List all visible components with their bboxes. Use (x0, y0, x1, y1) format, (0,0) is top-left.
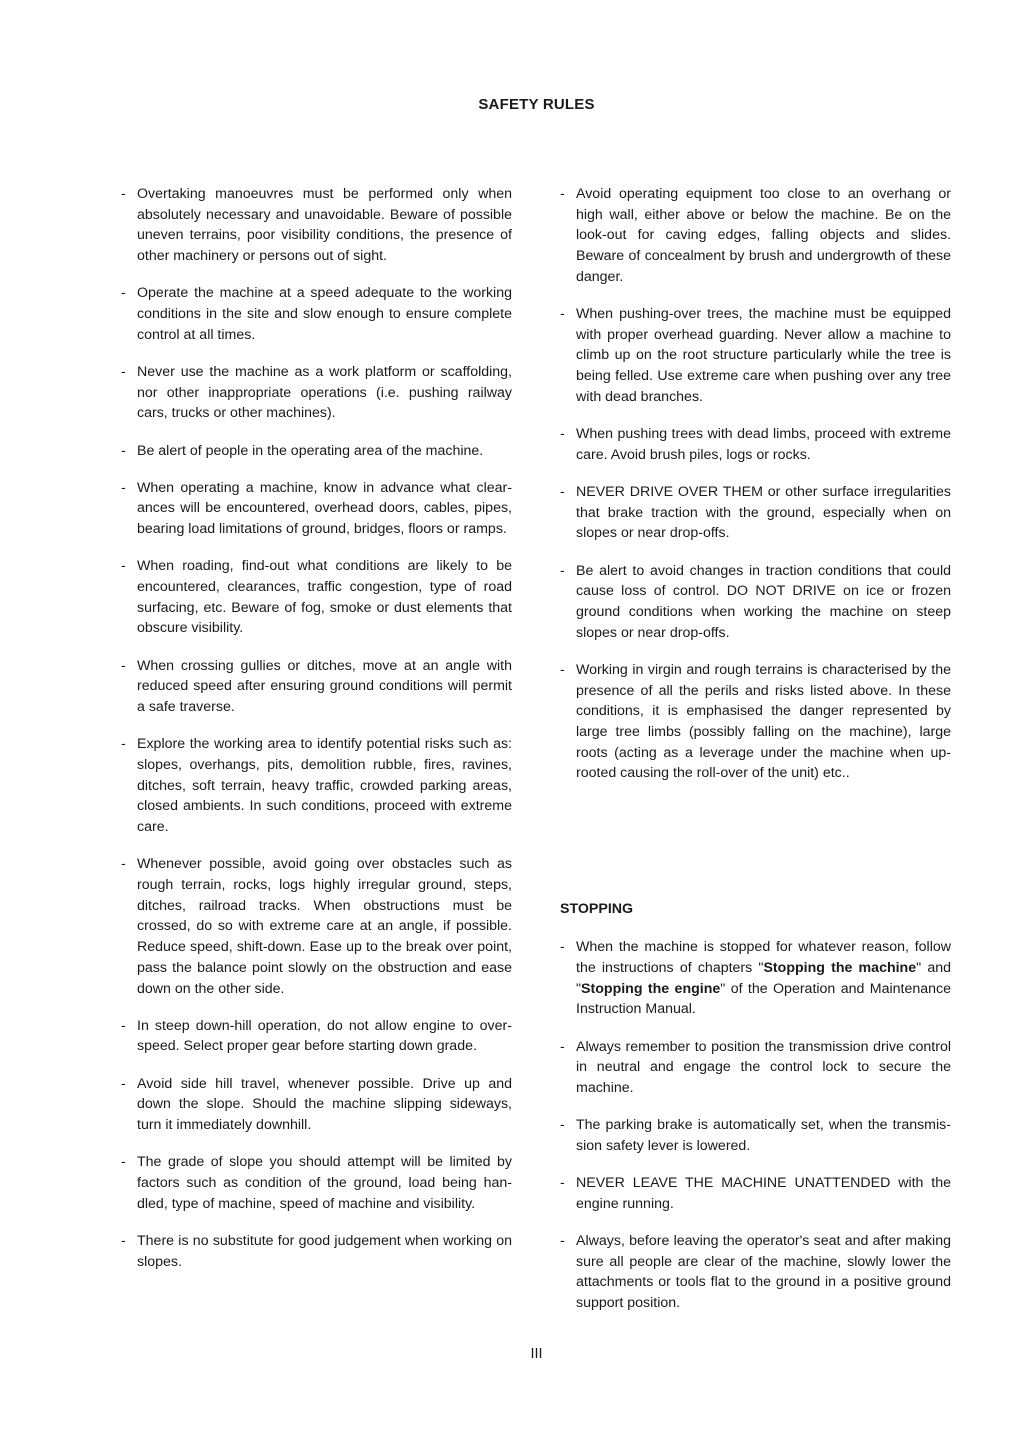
stopping-rules-list (560, 937, 951, 1314)
rule-text: Working in virgin and rough terrains is characterised by the presence of all the perils and risks listed above. In these conditions, it is emphasised the danger represented by large tree limbs (possibly falling on the machine), large roots (acting as a leverage under the machine when uprooted causing the roll-over of the unit) etc.. (576, 661, 951, 782)
rule-text: The parking brake is automatically set, when the transmission safety lever is lowered. (576, 1117, 951, 1154)
rule-item (560, 660, 951, 784)
rule-item (121, 1074, 512, 1136)
rule-item (560, 1173, 951, 1214)
bullet-dash: - (560, 939, 565, 956)
rule-item (560, 424, 951, 465)
rule-text: Be alert of people in the operating area of the machine. (137, 442, 484, 459)
bullet-dash: - (560, 1038, 565, 1055)
left-rules-list (121, 184, 512, 1272)
chapter-ref-stopping-machine: Stopping the machine (763, 959, 917, 976)
bullet-dash: - (560, 1117, 565, 1134)
rule-item (121, 1152, 512, 1214)
rule-text: Operate the machine at a speed adequate to the working conditions in the site and slow enough to ensure complete control at all times. (137, 285, 512, 343)
stopping-section-title: STOPPING (560, 900, 634, 917)
rule-text: NEVER LEAVE THE MACHINE UNATTENDED with the engine running. (576, 1175, 951, 1212)
rule-item (560, 561, 951, 644)
rule-text: When pushing-over trees, the machine must be equipped with proper overhead guarding. Never allow a machine to climb up on the root structure particularly while the tree is being felled. Use extreme care when pushing over any tree with dead branches. (576, 306, 951, 405)
rule-item (560, 482, 951, 544)
bullet-dash: - (560, 186, 565, 202)
bullet-dash: - (560, 306, 565, 323)
rule-item (121, 1016, 512, 1057)
rule-item (560, 1037, 951, 1099)
rule-item (121, 1231, 512, 1272)
bullet-dash: - (121, 736, 126, 753)
bullet-dash: - (121, 558, 126, 575)
bullet-dash: - (121, 442, 126, 459)
rule-item (560, 304, 951, 408)
chapter-ref-stopping-engine: Stopping the engine (581, 980, 721, 997)
rule-text: Be alert to avoid changes in traction conditions that could cause loss of control. DO NOT DRIVE on ice or frozen ground conditions when working the machine on steep slopes or near drop-offs. (576, 562, 951, 641)
bullet-dash: - (560, 1233, 565, 1250)
rule-item (560, 1115, 951, 1156)
bullet-dash: - (560, 1175, 565, 1192)
rule-text: The grade of slope you should attempt will be limited by factors such as condition of the ground, load being handled, type of machine, speed of machine and visibility. (137, 1154, 512, 1212)
rule-text: When crossing gullies or ditches, move at an angle with reduced speed after ensuring ground conditions will permit a safe traverse. (137, 657, 512, 716)
rule-text: Avoid operating equipment too close to an overhang or high wall, either above or below the machine. Be on the look-out for caving edges, falling objects and slides. Beware of concealment by brush and undergrowth of these danger. (576, 186, 951, 285)
rule-text: Explore the working area to identify potential risks such as: slopes, overhangs, pits, demolition rubble, fires, ravines, ditches, soft terrain, heavy traffic, crowded parking areas, closed ambients. In such conditions, proceed with extreme care. (137, 736, 512, 836)
rule-item (121, 478, 512, 540)
bullet-dash: - (560, 483, 565, 500)
rule-text: Never use the machine as a work platform or scaffolding, nor other inappropriate operations (i.e. pushing railway cars, trucks or other machines). (137, 363, 512, 422)
rule-text: When the machine is stopped for whatever reason, follow the instructions of chapters "Stopping the machine" and "Stopping the engine" of the Operation and Maintenance Instruction Manual. (576, 939, 952, 1018)
bullet-dash: - (121, 856, 126, 873)
rule-item (121, 656, 512, 718)
bullet-dash: - (121, 1232, 126, 1249)
bullet-dash: - (121, 479, 126, 496)
rule-item (121, 734, 512, 838)
bullet-dash: - (121, 285, 126, 302)
rule-item (121, 184, 512, 267)
bullet-dash: - (121, 1154, 126, 1171)
bullet-dash: - (121, 363, 126, 380)
page-title: SAFETY RULES (478, 96, 595, 113)
rule-text: Avoid side hill travel, whenever possible. Drive up and down the slope. Should the machine slipping sideways, turn it immediately downhill. (137, 1075, 512, 1134)
rule-text: When operating a machine, know in advance what clearances will be encountered, overhead doors, cables, pipes, bearing load limitations of ground, bridges, floors or ramps. (137, 479, 512, 538)
rule-text: In steep down-hill operation, do not allow engine to overspeed. Select proper gear before starting down grade. (137, 1017, 512, 1055)
rule-item (560, 937, 951, 1020)
rule-text: When roading, find-out what conditions are likely to be encountered, clearances, traffic congestion, type of road surfacing, etc. Beware of fog, smoke or dust elements that obscure visibility. (137, 558, 512, 637)
rule-text: There is no substitute for good judgement when working on slopes. (137, 1232, 512, 1270)
rule-item (121, 854, 512, 999)
rule-item (121, 362, 512, 424)
rule-item (121, 283, 512, 345)
rule-text: Overtaking manoeuvres must be performed only when absolutely necessary and unavoidable. Beware of possible uneven terrains, poor visibility conditions, the presence of other machinery or persons out of sight. (137, 186, 512, 265)
right-column (560, 184, 951, 1330)
bullet-dash: - (560, 426, 565, 443)
bullet-dash: - (560, 562, 565, 579)
bullet-dash: - (121, 186, 126, 202)
bullet-dash: - (121, 1017, 126, 1034)
rule-item (121, 556, 512, 639)
left-column (121, 184, 512, 1289)
rule-item (121, 441, 512, 462)
rule-text: Always, before leaving the operator's seat and after making sure all people are clear of the machine, slowly lower the attachments or tools flat to the ground in a positive ground support position. (576, 1233, 951, 1312)
rule-text: NEVER DRIVE OVER THEM or other surface irregularities that brake traction with the ground, especially when on slopes or near drop-offs. (576, 483, 951, 542)
rule-item (560, 1231, 951, 1314)
rule-item (560, 184, 951, 288)
rule-text: When pushing trees with dead limbs, proceed with extreme care. Avoid brush piles, logs or rocks. (576, 426, 951, 463)
rule-text: Always remember to position the transmission drive control in neutral and engage the control lock to secure the machine. (576, 1038, 951, 1096)
bullet-dash: - (121, 657, 126, 674)
rule-text: Whenever possible, avoid going over obstacles such as rough terrain, rocks, logs highly irregular ground, steps, ditches, railroad tracks. When obstructions must be crossed, do so with extreme care at an angle, if possible. Reduce speed, shift-down. Ease up to the break over point, pass the balance point slowly on the obstruction and ease down on the other side. (137, 856, 512, 997)
bullet-dash: - (121, 1075, 126, 1092)
right-rules-list (560, 184, 951, 784)
page-number: III (530, 1346, 543, 1362)
bullet-dash: - (560, 661, 565, 678)
